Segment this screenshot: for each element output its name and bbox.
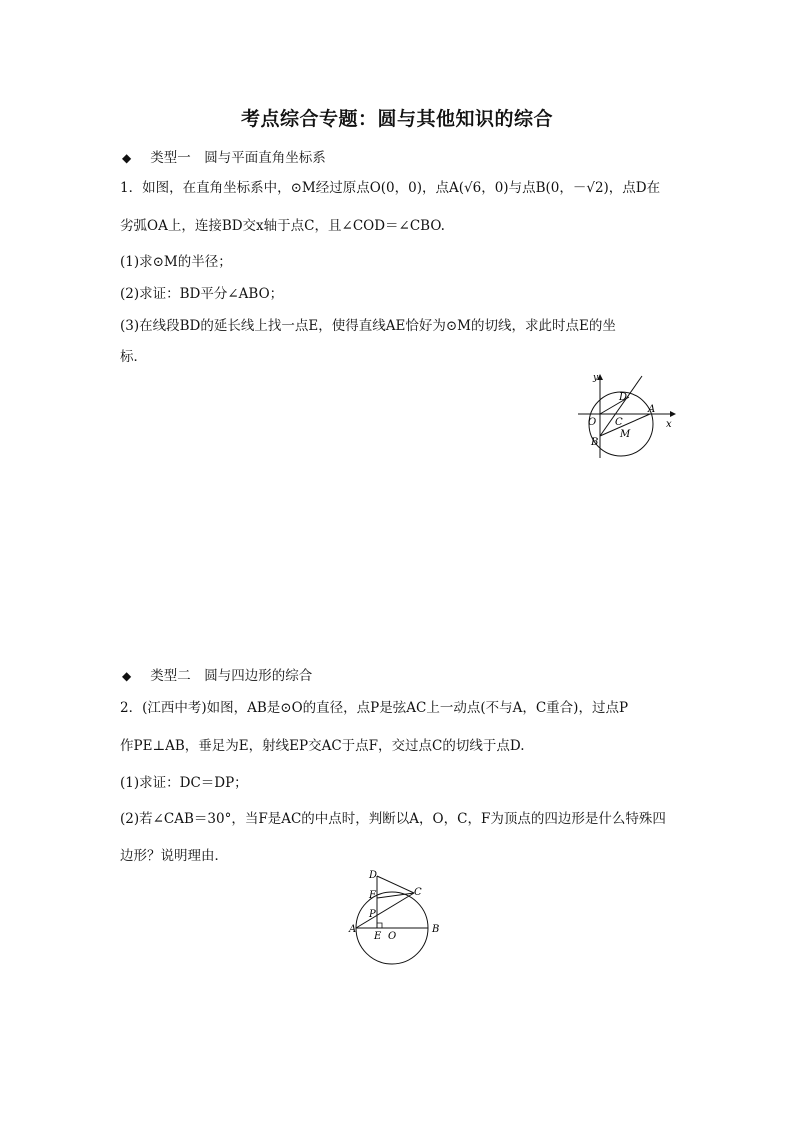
fig2-label-O: O [388, 931, 397, 942]
section-heading-type2 [122, 664, 312, 684]
fig1-label-y: y [593, 373, 599, 383]
figure-2-circle-quadrilateral [348, 866, 446, 968]
fig1-label-B: B [591, 437, 599, 448]
fig1-label-A: A [648, 404, 656, 415]
section-label: 类型一 圆与平面直角坐标系 [150, 150, 326, 166]
fig1-label-x: x [666, 419, 672, 430]
question1-part2: (2)求证：BD平分∠ABO； [120, 286, 284, 302]
fig2-label-D: D [369, 870, 378, 881]
question1-part1: (1)求⊙M的半径； [120, 254, 232, 270]
question2-part2-line1: (2)若∠CAB＝30°，当F是AC的中点时，判断以A，O，C，F为顶点的四边形是什么特殊四 [120, 811, 666, 827]
diamond-bullet-icon: ◆ [122, 669, 132, 683]
fig2-label-F: F [369, 890, 376, 901]
diamond-bullet-icon: ◆ [122, 151, 132, 165]
section-heading-type1 [122, 146, 326, 166]
fig1-label-D: D [619, 392, 628, 403]
fig2-label-A: A [349, 924, 357, 935]
question1-part3-line1: (3)在线段BD的延长线上找一点E，使得直线AE恰好为⊙M的切线，求此时点E的坐 [120, 318, 616, 334]
question2-part2-line2: 边形？说明理由． [120, 848, 228, 864]
question1-line2: 劣弧OA上，连接BD交x轴于点C，且∠COD＝∠CBO. [120, 218, 445, 234]
fig2-label-B: B [432, 924, 440, 935]
fig1-label-C: C [615, 417, 623, 428]
fig1-label-O: O [588, 417, 597, 428]
fig2-label-C: C [414, 887, 422, 898]
fig2-label-P: P [369, 909, 376, 920]
section-label: 类型二 圆与四边形的综合 [150, 668, 313, 684]
fig2-label-E: E [374, 931, 382, 942]
figure-1-coordinate-circle [576, 370, 680, 462]
question2-line1: 2．(江西中考)如图，AB是⊙O的直径，点P是弦AC上一动点(不与A，C重合)，过点P [120, 700, 629, 716]
question2-part1: (1)求证：DC＝DP； [120, 775, 248, 791]
question2-line2: 作PE⊥AB，垂足为E，射线EP交AC于点F，交过点C的切线于点D. [120, 738, 525, 754]
question1-line1: 1．如图，在直角坐标系中，⊙M经过原点O(0，0)，点A(√6，0)与点B(0，－√2)，点D在 [120, 180, 661, 196]
fig1-label-M: M [620, 429, 631, 440]
page-title: 考点综合专题：圆与其他知识的综合 [240, 108, 553, 130]
question1-part3-line2: 标． [120, 349, 147, 365]
